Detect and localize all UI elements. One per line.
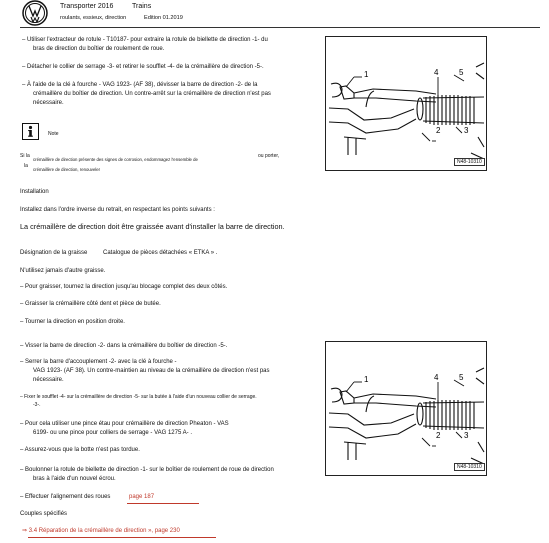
step-text: crémaillère du boîtier de direction. Un contre-arrêt sur la crémaillère de direction n'est pas — [33, 91, 271, 97]
step-text: – Visser la barre de direction -2- dans la crémaillère du boîtier de direction -5-. — [20, 343, 228, 349]
section-heading: Installation — [20, 189, 49, 195]
callout-label: 2 — [436, 431, 441, 440]
step-text: – Serrer la barre d'accouplement -2- avec la clé à fourche - — [20, 359, 177, 365]
callout-label: 5 — [459, 68, 464, 77]
manual-title: Transporter 2016 — [60, 3, 114, 10]
link-underline — [127, 503, 199, 504]
grease-value: Catalogue de pièces détachées « ETKA » . — [103, 250, 218, 256]
step-text: – Graisser la crémaillère côté dent et pièce de butée. — [20, 301, 161, 307]
callout-label: 2 — [436, 126, 441, 135]
callout-label: 4 — [434, 68, 439, 77]
note-label: Note — [48, 131, 59, 137]
step-text: bras à l'aide d'un nouvel écrou. — [33, 476, 116, 482]
step-text: – Assurez-vous que la botte n'est pas tordue. — [20, 447, 140, 453]
callout-label: 3 — [464, 431, 469, 440]
page-link[interactable]: page 187 — [129, 494, 155, 500]
note-text: crémaillère de direction, renouveler — [33, 167, 101, 172]
callout-label: 1 — [364, 70, 369, 79]
step-text: – Tourner la direction en position droite. — [20, 319, 125, 325]
step-text: – Pour graisser, tournez la direction jusqu'au blocage complet des deux côtés. — [20, 284, 228, 290]
step-text: – Boulonner la rotule de biellette de direction -1- sur le boîtier de roulement de roue de direction — [20, 467, 274, 473]
info-icon — [22, 123, 39, 140]
manual-subtitle: roulants, essieux, direction — [60, 15, 127, 21]
steering-figure — [325, 36, 487, 171]
callout-label: 3 — [464, 126, 469, 135]
step-text: bras de direction du boîtier de roulement de roue. — [33, 46, 165, 52]
step-text: -3-. — [33, 402, 41, 408]
step-text: VAG 1923- (AF 38). Un contre-maintien au niveau de la crémaillère de direction n'est pas — [33, 368, 270, 374]
install-intro: Installez dans l'ordre inverse du retrait, en respectant les points suivants : — [20, 207, 215, 213]
callout-label: 1 — [364, 375, 369, 384]
callout-label: 4 — [434, 373, 439, 382]
figure-id: N48-10310 — [454, 463, 485, 471]
callout-label: 5 — [459, 373, 464, 382]
step-text: – Fixer le soufflet -4- sur la crémaillère de direction -5- sur la butée à l'aide d'un nouveau collier de serrage. — [20, 394, 257, 400]
grease-note: N'utilisez jamais d'autre graisse. — [20, 268, 106, 274]
steering-figure — [325, 341, 487, 476]
note-text: Si la — [20, 153, 30, 159]
manual-edition: Edition 01.2019 — [144, 15, 183, 21]
install-main: La crémaillère de direction doit être graissée avant d'installer la barre de direction. — [20, 222, 285, 231]
step-text: nécessaire. — [33, 100, 64, 106]
note-text: crémaillère de direction présente des signes de corrosion, endommagez l'ensemble de — [33, 157, 198, 162]
grease-label: Désignation de la graisse — [20, 250, 88, 256]
step-text: – Utiliser l'extracteur de rotule - T10187- pour extraire la rotule de biellette de direction -1- du — [22, 37, 268, 43]
step-text: – Détacher le collier de serrage -3- et retirer le soufflet -4- de la crémaillère de direction -5-. — [22, 64, 264, 70]
manual-section: Trains — [132, 3, 152, 10]
vw-logo-icon — [22, 0, 48, 26]
step-text: nécessaire. — [33, 377, 64, 383]
step-text: – Effectuer l'alignement des roues — [20, 494, 111, 500]
note-text: ou porter, — [258, 153, 280, 159]
figure-id: N48-10310 — [454, 158, 485, 166]
repair-link[interactable]: ⇒ 3.4 Réparation de la crémaillère de direction », page 230 — [22, 528, 180, 534]
link-underline — [28, 537, 216, 538]
step-text: 6199- ou une pince pour colliers de serrage - VAG 1275 A- . — [33, 430, 192, 436]
step-text: – À l'aide de la clé à fourche - VAG 1923- (AF 38), dévisser la barre de direction -2- de la — [22, 82, 258, 88]
note-text: la — [24, 163, 28, 169]
torques-heading: Couples spécifiés — [20, 511, 68, 517]
step-text: – Pour cela utiliser une pince étau pour crémaillère de direction Pheaton - VAS — [20, 421, 229, 427]
header-divider — [20, 27, 540, 28]
